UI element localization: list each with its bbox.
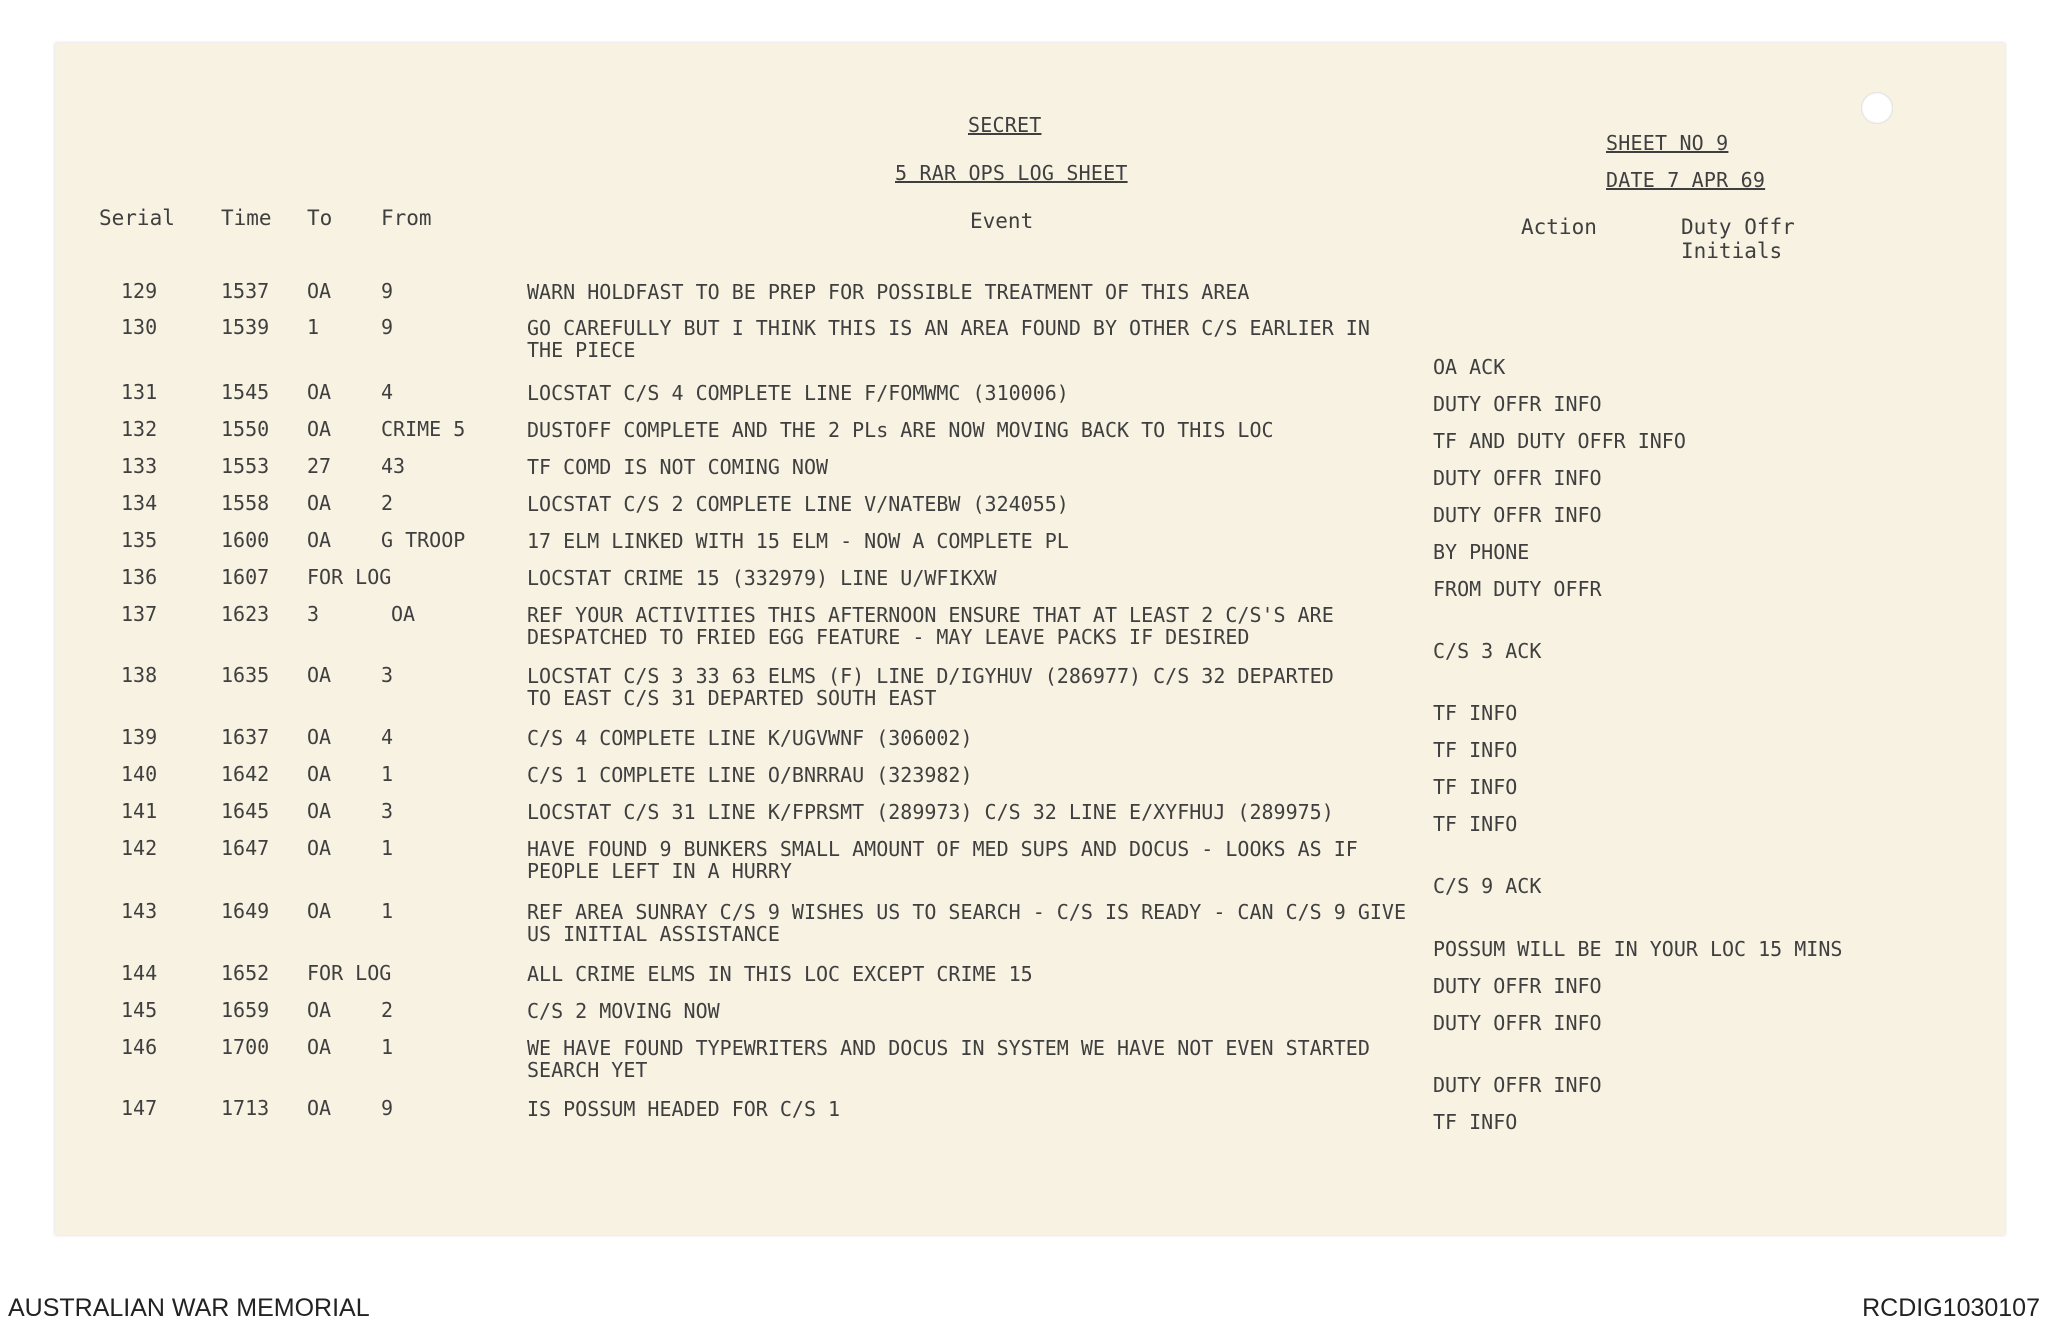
row-serial: 139 <box>121 725 158 749</box>
row-time: 1600 <box>221 528 270 552</box>
row-to: OA <box>307 663 332 687</box>
row-time: 1645 <box>221 799 270 823</box>
row-time: 1537 <box>221 279 270 303</box>
row-event <box>527 493 1069 515</box>
row-event <box>527 382 1069 404</box>
row-serial: 142 <box>121 836 158 860</box>
event-line: WE HAVE FOUND TYPEWRITERS AND DOCUS IN SYSTEM WE HAVE NOT EVEN STARTED <box>527 1036 1370 1060</box>
page-title: 5 RAR OPS LOG SHEET <box>895 161 1128 185</box>
event-line: SEARCH YET <box>527 1058 648 1082</box>
column-header-from: From <box>381 206 432 230</box>
event-line: PEOPLE LEFT IN A HURRY <box>527 859 792 883</box>
row-action: POSSUM WILL BE IN YOUR LOC 15 MINS <box>1433 937 1843 961</box>
row-action: TF INFO <box>1433 738 1518 762</box>
column-header-action: Action <box>1521 215 1597 239</box>
row-serial: 130 <box>121 315 158 339</box>
row-time: 1642 <box>221 762 270 786</box>
row-serial: 147 <box>121 1096 158 1120</box>
row-event <box>527 604 1334 648</box>
row-action: C/S 3 ACK <box>1433 639 1542 663</box>
column-header-serial: Serial <box>99 206 175 230</box>
footer-reference-id: RCDIG1030107 <box>1862 1294 2040 1322</box>
row-to: 27 <box>307 454 332 478</box>
row-time: 1649 <box>221 899 270 923</box>
column-header-to: To <box>307 206 333 230</box>
row-event <box>527 317 1370 361</box>
row-action: TF INFO <box>1433 812 1518 836</box>
row-from: 9 <box>381 315 394 339</box>
row-event <box>527 801 1334 823</box>
row-serial: 145 <box>121 998 158 1022</box>
row-event <box>527 1037 1370 1081</box>
row-to: OA <box>307 491 332 515</box>
event-line: REF AREA SUNRAY C/S 9 WISHES US TO SEARCH - C/S IS READY - CAN C/S 9 GIVE <box>527 900 1406 924</box>
row-time: 1637 <box>221 725 270 749</box>
row-action: BY PHONE <box>1433 540 1530 564</box>
row-action: DUTY OFFR INFO <box>1433 466 1602 490</box>
row-from: 43 <box>381 454 406 478</box>
row-event <box>527 456 828 478</box>
row-from: 1 <box>381 762 394 786</box>
row-event <box>527 665 1334 709</box>
row-action: TF INFO <box>1433 701 1518 725</box>
row-to: OA <box>307 725 332 749</box>
row-serial: 141 <box>121 799 158 823</box>
event-line: 17 ELM LINKED WITH 15 ELM - NOW A COMPLETE PL <box>527 529 1069 553</box>
event-line: TO EAST C/S 31 DEPARTED SOUTH EAST <box>527 686 937 710</box>
event-line: LOCSTAT C/S 2 COMPLETE LINE V/NATEBW (324055) <box>527 492 1069 516</box>
row-serial: 136 <box>121 565 158 589</box>
event-line: THE PIECE <box>527 338 636 362</box>
row-event <box>527 838 1358 882</box>
row-to: FOR LOG <box>307 565 392 589</box>
row-from: 3 <box>381 799 394 823</box>
row-to: OA <box>307 279 332 303</box>
row-event <box>527 419 1274 441</box>
row-from: 1 <box>381 1035 394 1059</box>
row-time: 1659 <box>221 998 270 1022</box>
row-serial: 144 <box>121 961 158 985</box>
row-serial: 137 <box>121 602 158 626</box>
event-line: DUSTOFF COMPLETE AND THE 2 PLs ARE NOW MOVING BACK TO THIS LOC <box>527 418 1274 442</box>
row-to: OA <box>307 799 332 823</box>
row-event <box>527 901 1406 945</box>
row-time: 1550 <box>221 417 270 441</box>
row-serial: 132 <box>121 417 158 441</box>
sheet-number: SHEET NO 9 <box>1606 131 1729 155</box>
row-serial: 129 <box>121 279 158 303</box>
row-from: 4 <box>381 380 394 404</box>
row-time: 1607 <box>221 565 270 589</box>
row-time: 1652 <box>221 961 270 985</box>
row-time: 1700 <box>221 1035 270 1059</box>
event-line: HAVE FOUND 9 BUNKERS SMALL AMOUNT OF MED SUPS AND DOCUS - LOOKS AS IF <box>527 837 1358 861</box>
event-line: GO CAREFULLY BUT I THINK THIS IS AN AREA FOUND BY OTHER C/S EARLIER IN <box>527 316 1370 340</box>
row-to: FOR LOG <box>307 961 392 985</box>
row-from: 2 <box>381 998 394 1022</box>
row-to: OA <box>307 899 332 923</box>
row-from: G TROOP <box>381 528 466 552</box>
event-line: LOCSTAT C/S 4 COMPLETE LINE F/FOMWMC (310006) <box>527 381 1069 405</box>
row-time: 1623 <box>221 602 270 626</box>
column-header-duty-offr-initials: Duty Offr Initials <box>1681 215 1795 263</box>
event-line: IS POSSUM HEADED FOR C/S 1 <box>527 1097 841 1121</box>
footer-source: AUSTRALIAN WAR MEMORIAL <box>8 1294 370 1322</box>
row-event <box>527 727 973 749</box>
row-to: OA <box>307 1096 332 1120</box>
row-action: TF INFO <box>1433 775 1518 799</box>
event-line: TF COMD IS NOT COMING NOW <box>527 455 829 479</box>
row-from: 1 <box>381 836 394 860</box>
row-serial: 131 <box>121 380 158 404</box>
row-to: OA <box>307 528 332 552</box>
row-time: 1713 <box>221 1096 270 1120</box>
row-serial: 143 <box>121 899 158 923</box>
row-action: DUTY OFFR INFO <box>1433 974 1602 998</box>
event-line: REF YOUR ACTIVITIES THIS AFTERNOON ENSURE THAT AT LEAST 2 C/S'S ARE <box>527 603 1334 627</box>
row-action: DUTY OFFR INFO <box>1433 1011 1602 1035</box>
row-time: 1545 <box>221 380 270 404</box>
row-event <box>527 963 1033 985</box>
row-time: 1635 <box>221 663 270 687</box>
row-from: 1 <box>381 899 394 923</box>
event-line: C/S 1 COMPLETE LINE O/BNRRAU (323982) <box>527 763 973 787</box>
column-header-event: Event <box>970 209 1034 233</box>
row-to: 3 <box>307 602 320 626</box>
row-serial: 135 <box>121 528 158 552</box>
row-event <box>527 567 997 589</box>
row-serial: 138 <box>121 663 158 687</box>
event-line: WARN HOLDFAST TO BE PREP FOR POSSIBLE TREATMENT OF THIS AREA <box>527 280 1250 304</box>
event-line: DESPATCHED TO FRIED EGG FEATURE - MAY LEAVE PACKS IF DESIRED <box>527 625 1250 649</box>
row-event <box>527 1098 840 1120</box>
row-time: 1553 <box>221 454 270 478</box>
row-event <box>527 764 973 786</box>
event-line: C/S 4 COMPLETE LINE K/UGVWNF (306002) <box>527 726 973 750</box>
row-time: 1647 <box>221 836 270 860</box>
row-serial: 146 <box>121 1035 158 1059</box>
row-to: 1 <box>307 315 320 339</box>
row-to: OA <box>307 417 332 441</box>
row-action: TF INFO <box>1433 1110 1518 1134</box>
classification-label: SECRET <box>968 113 1042 137</box>
row-event <box>527 281 1249 303</box>
row-to: OA <box>307 836 332 860</box>
event-line: C/S 2 MOVING NOW <box>527 999 720 1023</box>
event-line: LOCSTAT C/S 31 LINE K/FPRSMT (289973) C/S 32 LINE E/XYFHUJ (289975) <box>527 800 1334 824</box>
column-header-time: Time <box>221 206 272 230</box>
row-serial: 133 <box>121 454 158 478</box>
event-line: LOCSTAT CRIME 15 (332979) LINE U/WFIKXW <box>527 566 997 590</box>
row-action: C/S 9 ACK <box>1433 874 1542 898</box>
row-time: 1539 <box>221 315 270 339</box>
row-serial: 134 <box>121 491 158 515</box>
row-from: 3 <box>381 663 394 687</box>
sheet-date: DATE 7 APR 69 <box>1606 168 1766 192</box>
row-time: 1558 <box>221 491 270 515</box>
row-from: 2 <box>381 491 394 515</box>
event-line: ALL CRIME ELMS IN THIS LOC EXCEPT CRIME 15 <box>527 962 1033 986</box>
punch-hole <box>1861 92 1893 124</box>
log-sheet-paper <box>55 43 2005 1235</box>
row-from: OA <box>391 602 416 626</box>
event-line: US INITIAL ASSISTANCE <box>527 922 780 946</box>
row-from: 4 <box>381 725 394 749</box>
row-action: OA ACK <box>1433 355 1506 379</box>
event-line: LOCSTAT C/S 3 33 63 ELMS (F) LINE D/IGYHUV (286977) C/S 32 DEPARTED <box>527 664 1334 688</box>
row-from: 9 <box>381 279 394 303</box>
row-to: OA <box>307 998 332 1022</box>
row-action: DUTY OFFR INFO <box>1433 1073 1602 1097</box>
row-action: FROM DUTY OFFR <box>1433 577 1602 601</box>
row-action: TF AND DUTY OFFR INFO <box>1433 429 1686 453</box>
row-to: OA <box>307 380 332 404</box>
row-from: 9 <box>381 1096 394 1120</box>
row-event <box>527 530 1069 552</box>
row-action: DUTY OFFR INFO <box>1433 503 1602 527</box>
row-action: DUTY OFFR INFO <box>1433 392 1602 416</box>
row-event <box>527 1000 720 1022</box>
row-to: OA <box>307 1035 332 1059</box>
row-from: CRIME 5 <box>381 417 466 441</box>
row-to: OA <box>307 762 332 786</box>
row-serial: 140 <box>121 762 158 786</box>
